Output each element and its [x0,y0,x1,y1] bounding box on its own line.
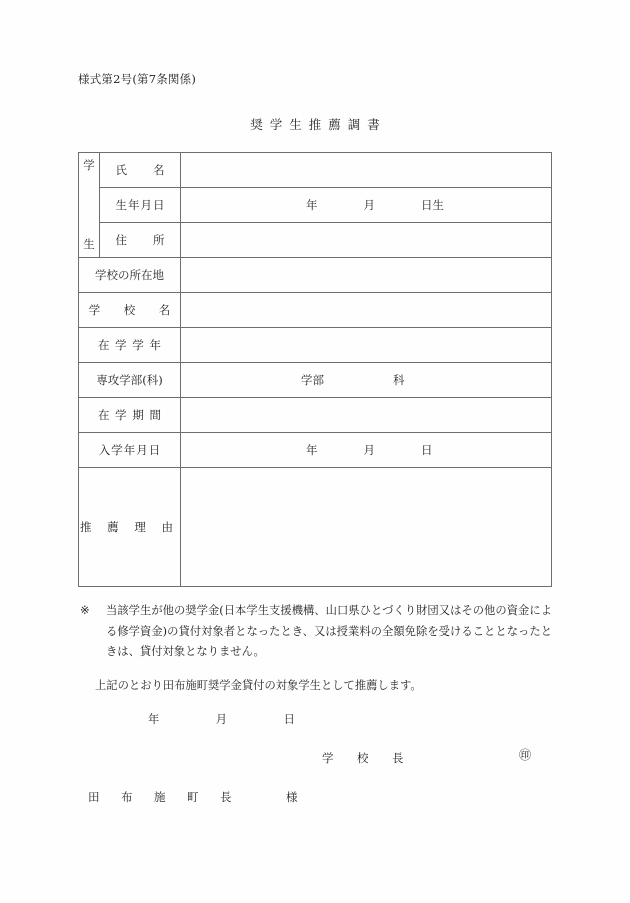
label-admission-date: 入学年月日 [79,433,181,468]
label-school-year: 在 学 学 年 [79,328,181,363]
table-row [79,363,552,398]
form-number: 様式第2号(第7条関係) [78,72,197,86]
signature-school-principal: 学 校 長 [322,751,410,765]
label-recommendation-reason: 推 薦 理 由 [79,468,181,587]
table-row [79,223,552,258]
field-recommendation-reason[interactable] [181,468,552,587]
field-school-year[interactable] [181,328,552,363]
student-group-char-2: 生 [83,237,95,252]
field-major-faculty[interactable]: 学部 科 [181,363,552,398]
label-school-location: 学校の所在地 [79,258,181,293]
student-group-cell [79,153,100,258]
recommendation-form-table [78,152,552,587]
label-major-faculty: 専攻学部(科) [79,363,181,398]
page-title: 奨学生推薦調書 [250,117,387,132]
table-row [79,153,552,188]
signature-date-line[interactable]: 年 月 日 [148,713,295,726]
recommendation-statement: 上記のとおり田布施町奨学金貸付の対象学生として推薦します。 [95,679,422,692]
table-row [79,328,552,363]
table-row [79,188,552,223]
table-row [79,293,552,328]
field-school-location[interactable] [181,258,552,293]
label-birthdate: 生年月日 [100,188,181,223]
seal-icon: ㊞ [519,748,532,762]
label-enrollment-period: 在 学 期 間 [79,398,181,433]
table-row [79,258,552,293]
note-mark-icon: ※ [80,604,90,617]
note-text: 当該学生が他の奨学金(日本学生支援機構、山口県ひとづくり財団又はその他の資金による修学資金)の貸付対象者となったとき、又は授業料の全額免除を受けることとなったときは、貸付対象となりません。 [106,604,552,658]
field-school-name[interactable] [181,293,552,328]
addressee-mayor: 田 布 施 町 長 様 [88,790,303,804]
student-group-char-1: 学 [83,158,95,172]
label-name: 氏 名 [100,153,181,188]
field-address[interactable] [181,223,552,258]
label-school-name: 学 校 名 [79,293,181,328]
table-row [79,398,552,433]
field-enrollment-period[interactable] [181,398,552,433]
field-name[interactable] [181,153,552,188]
field-admission-date[interactable]: 年 月 日 [181,433,552,468]
table-row [79,433,552,468]
table-row [79,468,552,587]
label-address: 住 所 [100,223,181,258]
field-birthdate[interactable]: 年 月 日生 [181,188,552,223]
note-block [80,601,552,663]
